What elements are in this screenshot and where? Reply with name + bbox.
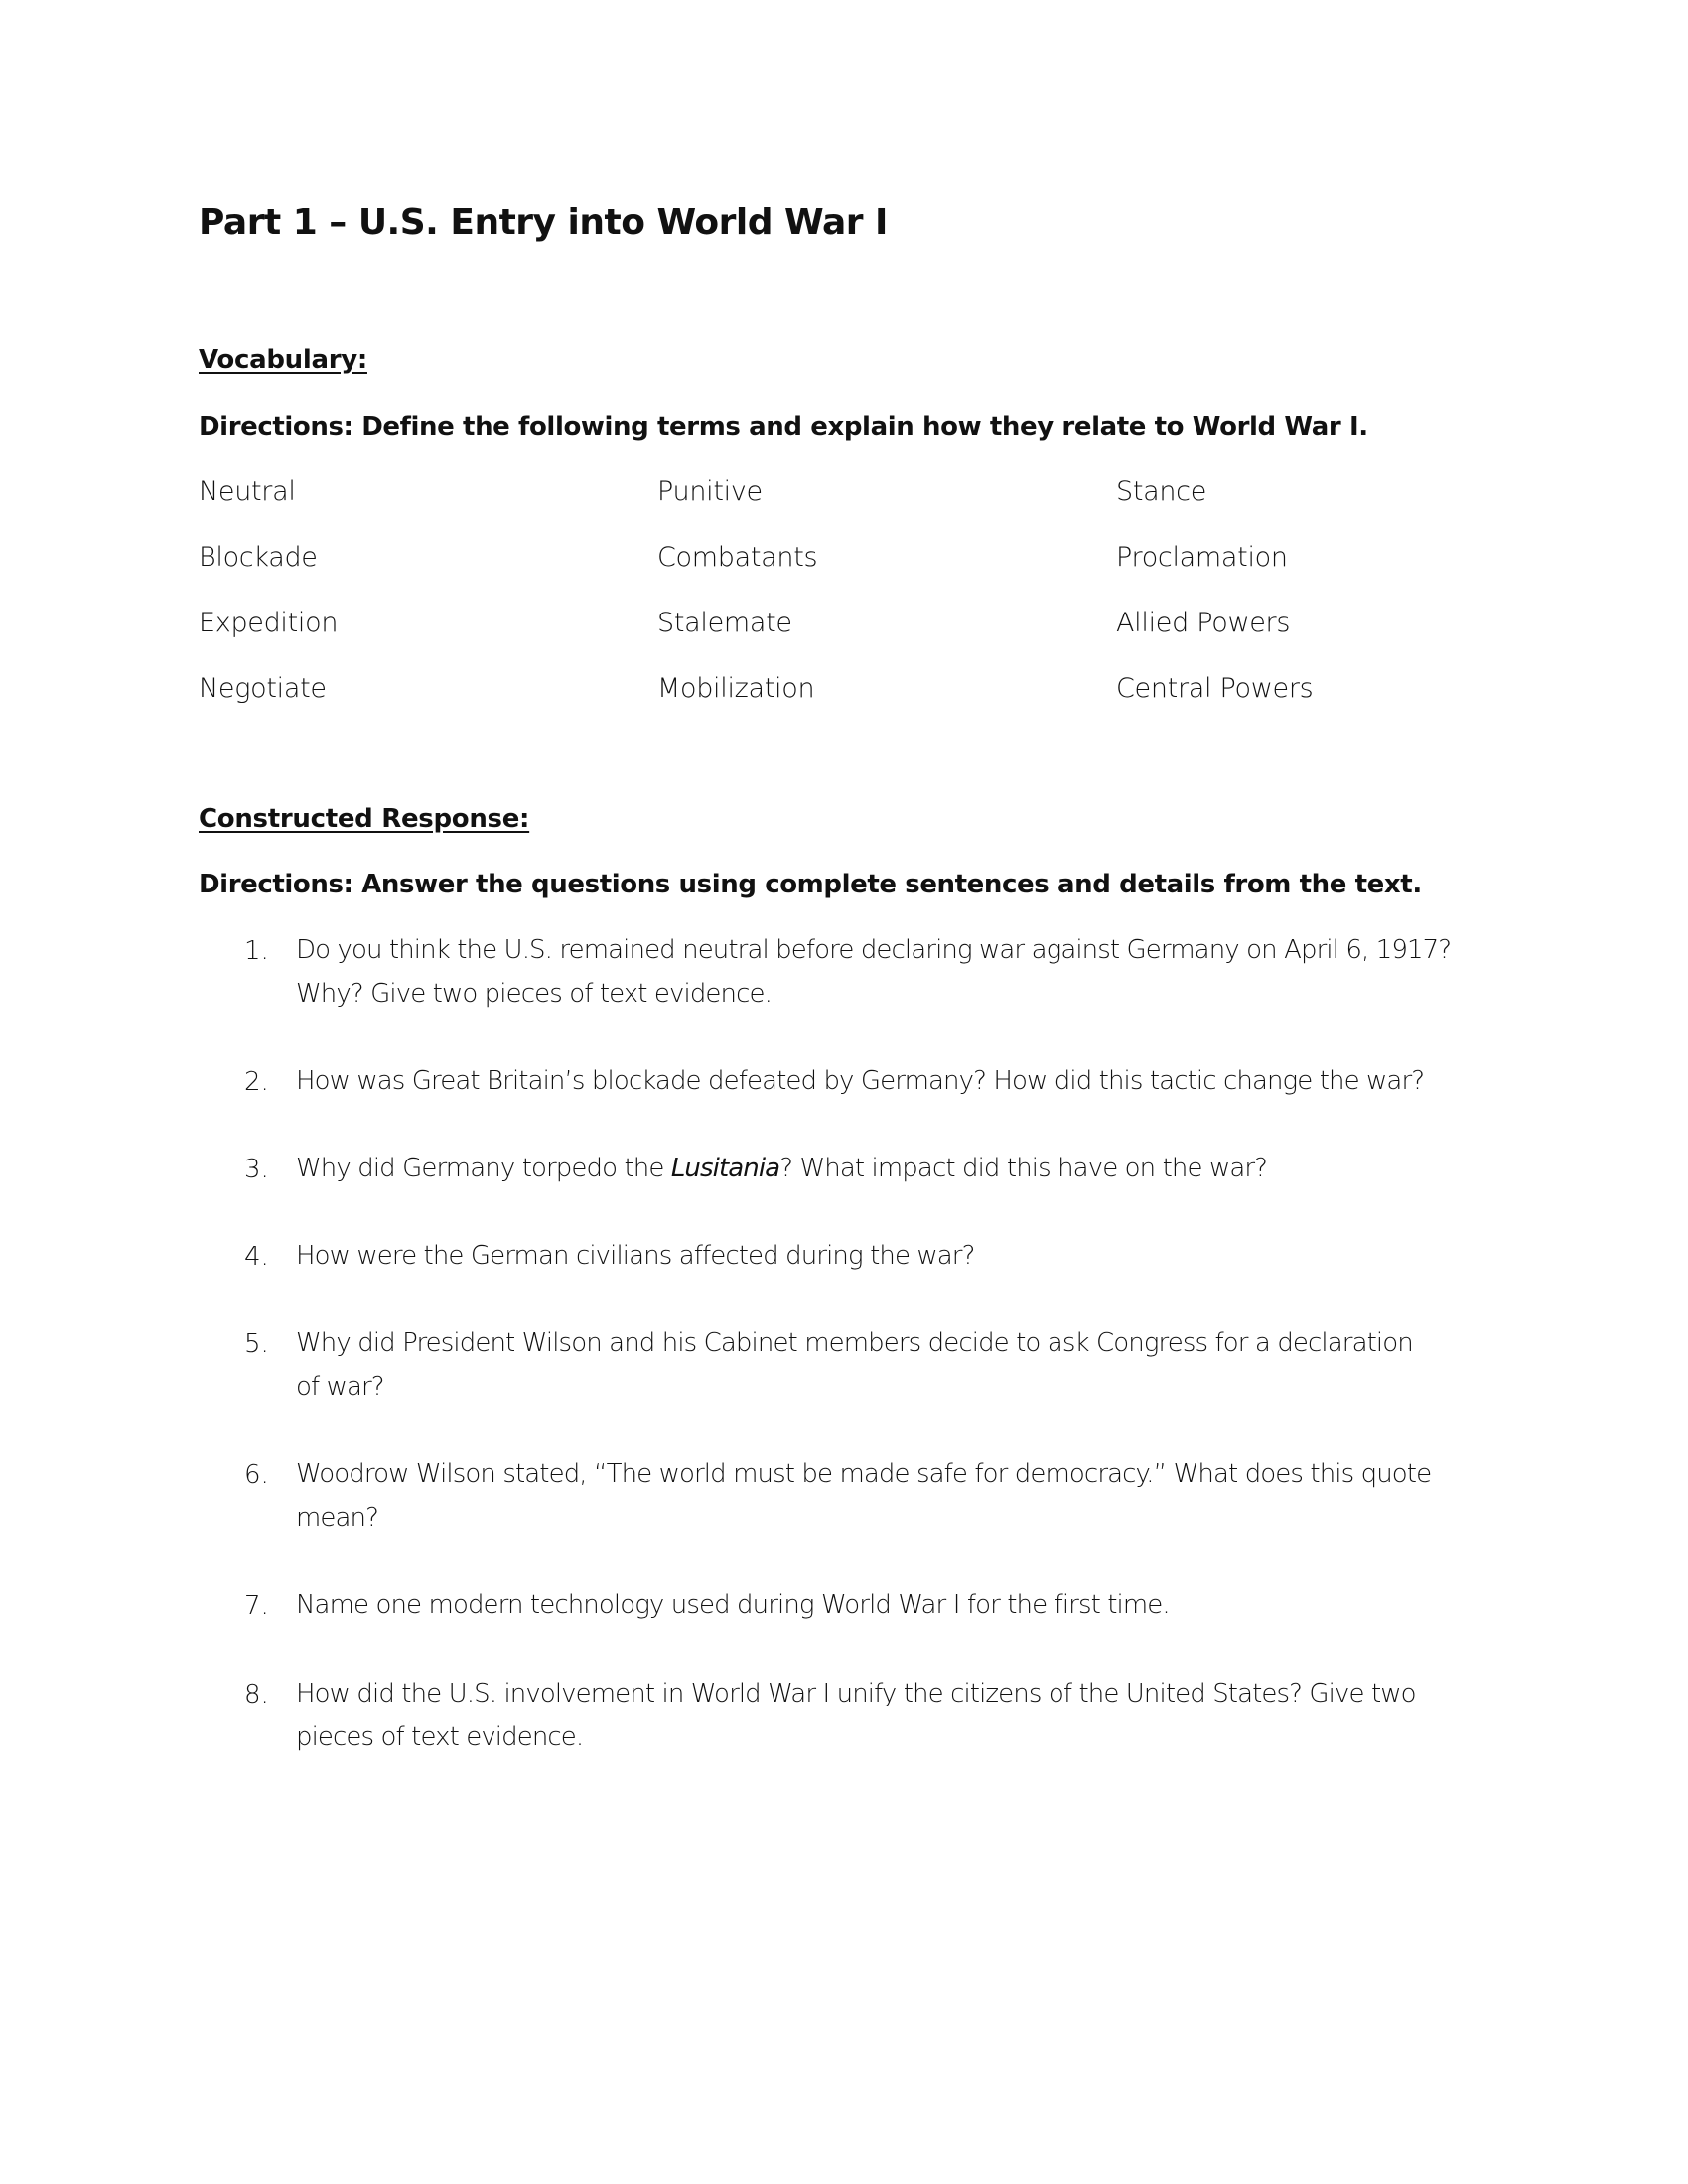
question-line: pieces of text evidence. [296,1722,584,1752]
question-text [296,1059,1487,1103]
question-text-pre: Why did Germany torpedo the [296,1154,671,1183]
question-number: 3. [244,1155,269,1184]
vocab-term: Stance [1116,477,1207,507]
question-number: 4. [244,1242,269,1272]
page-title: Part 1 – U.S. Entry into World War I [199,203,888,243]
vocab-term: Blockade [199,542,318,573]
question-line: How was Great Britain’s blockade defeated by Germany? How did this tactic change the war? [296,1066,1425,1096]
vocabulary-directions: Directions: Define the following terms and explain how they relate to World War I. [199,412,1368,442]
question-text [296,1672,1487,1759]
question-text [296,1321,1487,1409]
question-line: How did the U.S. involvement in World War I unify the citizens of the United States? Give two [296,1679,1416,1708]
question-line [296,1147,1487,1190]
constructed-response-heading: Constructed Response: [199,804,530,834]
vocab-term: Neutral [199,477,296,507]
vocab-term: Central Powers [1116,673,1314,704]
question-line: Why? Give two pieces of text evidence. [296,979,772,1009]
question-number: 7. [244,1591,269,1621]
question-line: Woodrow Wilson stated, “The world must be made safe for democracy.” What does this quote [296,1459,1432,1489]
vocab-term: Combatants [657,542,818,573]
question-number: 6. [244,1460,269,1490]
ship-name: Lusitania [670,1154,780,1183]
constructed-response-directions: Directions: Answer the questions using complete sentences and details from the text. [199,870,1422,899]
question-number: 1. [244,936,269,966]
question-text [296,1583,1487,1627]
question-text-post: ? What impact did this have on the war? [779,1154,1268,1183]
question-number: 8. [244,1680,269,1709]
question-text [296,928,1487,1016]
vocab-term: Stalemate [657,608,792,638]
question-line: Do you think the U.S. remained neutral before declaring war against Germany on April 6, 1917? [296,935,1452,965]
question-text [296,1147,1487,1190]
vocab-term: Proclamation [1116,542,1288,573]
vocab-term: Punitive [657,477,763,507]
vocab-term: Allied Powers [1116,608,1291,638]
question-text [296,1452,1487,1540]
question-number: 5. [244,1329,269,1359]
vocab-term: Negotiate [199,673,327,704]
question-text [296,1234,1487,1278]
vocab-term: Expedition [199,608,339,638]
question-number: 2. [244,1067,269,1097]
question-line: Name one modern technology used during World War I for the first time. [296,1590,1170,1620]
vocab-term: Mobilization [657,673,815,704]
question-line: Why did President Wilson and his Cabinet members decide to ask Congress for a declaration [296,1328,1413,1358]
question-line: of war? [296,1372,384,1402]
question-line: mean? [296,1503,379,1533]
vocabulary-heading: Vocabulary: [199,345,367,375]
question-line: How were the German civilians affected during the war? [296,1241,975,1271]
